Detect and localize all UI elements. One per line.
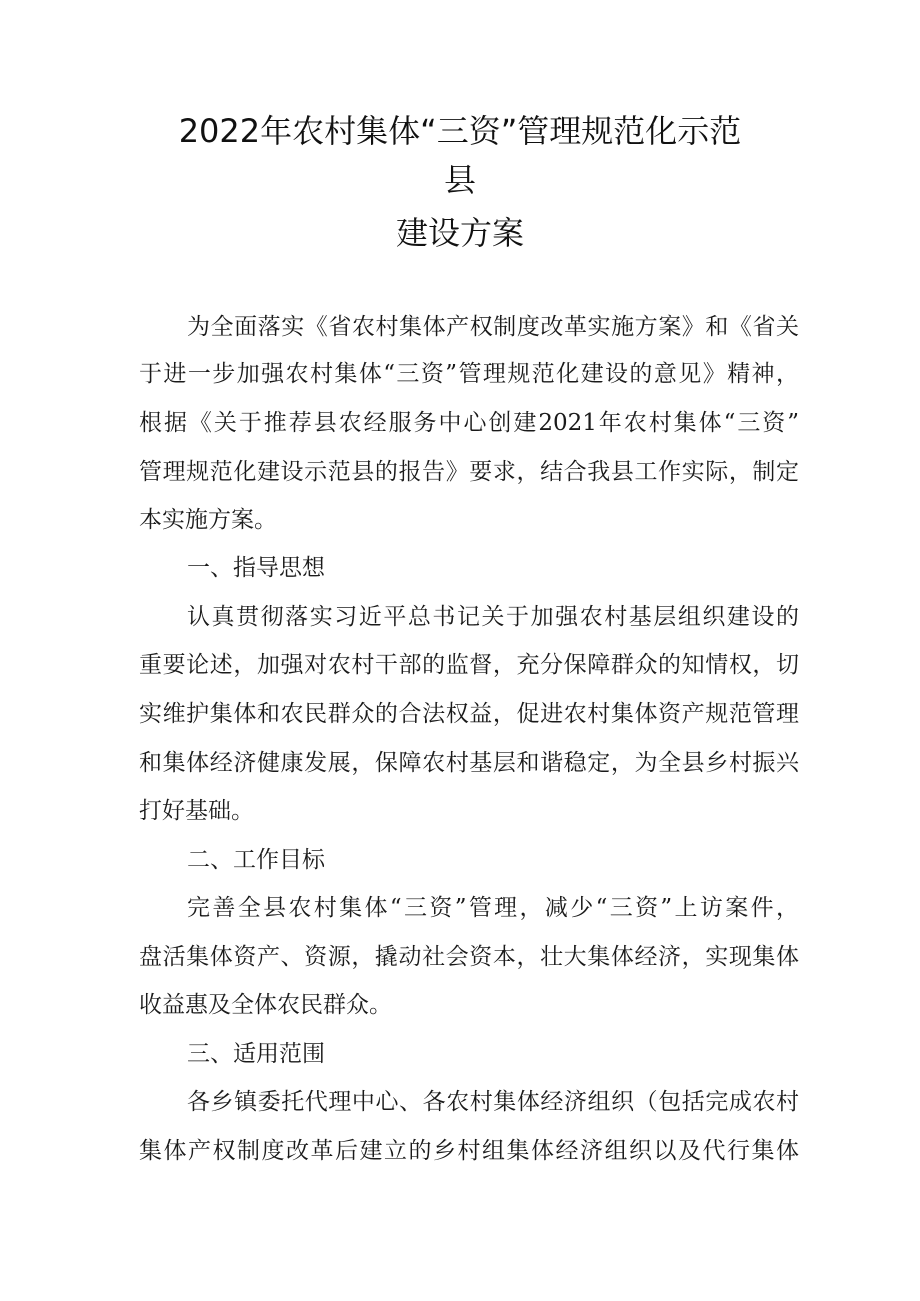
section-heading-guiding-thought: 一、指导思想 bbox=[187, 555, 325, 581]
section2-paragraph-line: 盘活集体资产、资源，撬动社会资本，壮大集体经济，实现集体 bbox=[139, 944, 799, 970]
section2-paragraph-line: 完善全县农村集体“三资”管理，减少“三资”上访案件， bbox=[187, 895, 799, 921]
section1-paragraph-line: 和集体经济健康发展，保障农村基层和谐稳定，为全县乡村振兴 bbox=[139, 750, 799, 776]
document-title-line-1: 2022年农村集体“三资”管理规范化示范 bbox=[178, 112, 742, 150]
section1-paragraph-line: 重要论述，加强对农村干部的监督，充分保障群众的知情权，切 bbox=[139, 652, 799, 678]
section3-paragraph-line: 集体产权制度改革后建立的乡村组集体经济组织以及代行集体 bbox=[139, 1138, 799, 1164]
section1-paragraph-line: 打好基础。 bbox=[139, 798, 254, 824]
section-heading-work-goals: 二、工作目标 bbox=[187, 847, 325, 873]
intro-paragraph-line: 管理规范化建设示范县的报告》要求，结合我县工作实际，制定 bbox=[139, 459, 799, 485]
intro-paragraph-line: 本实施方案。 bbox=[139, 507, 277, 533]
section3-paragraph-line: 各乡镇委托代理中心、各农村集体经济组织（包括完成农村 bbox=[187, 1089, 799, 1115]
intro-paragraph-line: 根据《关于推荐县农经服务中心创建2021年农村集体“三资” bbox=[139, 410, 799, 436]
section1-paragraph-line: 认真贯彻落实习近平总书记关于加强农村基层组织建设的 bbox=[187, 604, 799, 630]
section2-paragraph-line: 收益惠及全体农民群众。 bbox=[139, 992, 392, 1018]
document-title-line-3: 建设方案 bbox=[395, 214, 524, 252]
intro-paragraph-line: 于进一步加强农村集体“三资”管理规范化建设的意见》精神， bbox=[139, 361, 799, 387]
section1-paragraph-line: 实维护集体和农民群众的合法权益，促进农村集体资产规范管理 bbox=[139, 701, 799, 727]
intro-paragraph-line: 为全面落实《省农村集体产权制度改革实施方案》和《省关 bbox=[187, 314, 799, 340]
document-title-line-2: 县 bbox=[443, 161, 476, 199]
section-heading-scope: 三、适用范围 bbox=[187, 1041, 325, 1067]
